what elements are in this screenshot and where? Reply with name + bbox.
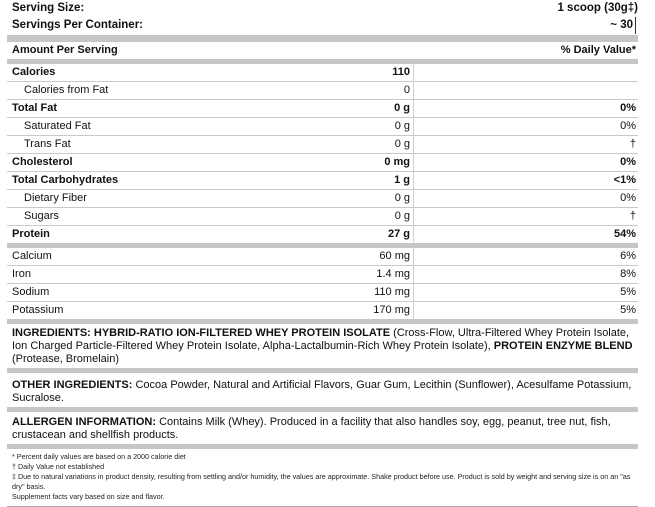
nutrient-name: Potassium [12,304,64,316]
nutrient-name: Trans Fat [24,138,71,150]
row-calcium [7,248,638,265]
nutrient-amount: 0 g [394,138,410,150]
row-total-fat [7,100,638,117]
column-divider [413,82,414,99]
nutrient-name: Calories from Fat [24,84,109,96]
ingredients-enzyme-blend: PROTEIN ENZYME BLEND [493,340,633,352]
nutrient-name: Saturated Fat [24,120,91,132]
row-calories [7,64,638,81]
servings-per-container-row [7,17,638,34]
row-sodium [7,284,638,301]
serving-size-value: 1 scoop (30g‡) [557,2,638,14]
ingredients-label: INGREDIENTS: [12,327,91,339]
nutrient-daily-value: 6% [620,250,636,262]
serving-size-label: Serving Size: [12,2,85,14]
column-divider [413,172,414,189]
nutrient-daily-value: 54% [613,228,636,240]
nutrient-amount: 0 g [394,192,410,204]
column-divider [413,136,414,153]
column-divider [413,284,414,301]
nutrient-daily-value: 0% [620,102,636,114]
servings-per-container-label: Servings Per Container: [12,19,144,31]
column-divider [413,266,414,283]
nutrient-name: Calcium [12,250,52,262]
footnote-dv-not-established: † Daily Value not established [12,462,105,471]
nutrition-facts-panel [7,0,638,507]
footnotes [7,449,638,502]
nutrient-amount: 60 mg [379,250,410,262]
nutrient-amount: 1.4 mg [376,268,410,280]
nutrient-name: Protein [12,228,50,240]
row-calories-from-fat [7,82,638,99]
nutrient-daily-value: <1% [613,174,636,186]
nutrient-name: Dietary Fiber [24,192,87,204]
ingredients-section [7,324,638,368]
daily-value-header: % Daily Value* [560,44,636,56]
nutrient-name: Iron [12,268,31,280]
footnote-vary: Supplement facts vary based on size and flavor. [12,492,165,501]
column-divider [413,248,414,265]
row-total-carbohydrates [7,172,638,189]
column-divider [413,208,414,225]
nutrient-name: Sodium [12,286,50,298]
nutrient-daily-value: † [629,138,636,150]
nutrient-amount: 0 g [394,120,410,132]
nutrient-name: Total Carbohydrates [12,174,119,186]
other-ingredients-text: Cocoa Powder, Natural and Artificial Flavors, Guar Gum, Lecithin (Sunflower), Acesulfame Potassium, Sucralose. [12,379,632,404]
row-trans-fat [7,136,638,153]
nutrient-amount: 27 g [387,228,410,240]
nutrient-amount: 110 mg [374,286,410,298]
allergen-text: Contains Milk (Whey). Produced in a facility that also handles soy, egg, peanut, tree nut, fish, crustacean and shellfish products. [12,416,611,441]
allergen-section [7,412,638,444]
amount-per-serving-label: Amount Per Serving [12,44,118,56]
nutrient-daily-value: 5% [620,286,636,298]
column-divider [413,226,414,243]
column-divider [413,64,414,81]
nutrient-amount: 0 g [394,102,410,114]
nutrient-name: Total Fat [12,102,58,114]
row-saturated-fat [7,118,638,135]
allergen-label: ALLERGEN INFORMATION: [12,416,157,428]
ingredients-whey-detail: (Cross-Flow, Ultra-Filtered Whey Protein Isolate, Ion Charged Particle-Filtered Whey Protein Isolate, Alpha-Lactalbumin-Rich Whey Protein Isolate), [12,327,630,352]
nutrient-name: Calories [12,66,56,78]
nutrient-daily-value: 0% [620,192,636,204]
nutrient-name: Sugars [24,210,59,222]
row-protein [7,226,638,243]
mineral-table [7,248,638,319]
ingredients-whey-isolate: HYBRID-RATIO ION-FILTERED WHEY PROTEIN ISOLATE [93,327,391,339]
serving-size-row [7,0,638,17]
nutrient-name: Cholesterol [12,156,73,168]
column-divider [413,118,414,135]
nutrient-daily-value: 8% [620,268,636,280]
nutrient-amount: 0 [403,84,410,96]
row-sugars [7,208,638,225]
ingredients-enzyme-detail: (Protease, Bromelain) [12,353,119,365]
row-cholesterol [7,154,638,171]
nutrient-table [7,64,638,243]
row-dietary-fiber [7,190,638,207]
row-potassium [7,302,638,319]
nutrient-daily-value: 0% [620,156,636,168]
footnote-percent-daily: * Percent daily values are based on a 2000 calorie diet [12,452,186,461]
other-ingredients-label: OTHER INGREDIENTS: [12,379,133,391]
nutrient-daily-value: 0% [620,120,636,132]
nutrient-daily-value: 5% [620,304,636,316]
column-divider [413,100,414,117]
column-divider [413,302,414,319]
divider-thick [7,35,638,42]
other-ingredients-section [7,373,638,407]
nutrient-amount: 110 [392,66,410,78]
row-iron [7,266,638,283]
amount-header-row [7,42,638,59]
column-divider [413,190,414,207]
nutrient-daily-value: † [629,210,636,222]
nutrient-amount: 0 g [394,210,410,222]
nutrient-amount: 170 mg [373,304,410,316]
servings-per-container-value: ~ 30 [610,17,636,34]
column-divider [413,154,414,171]
nutrient-amount: 0 mg [384,156,410,168]
footnote-density: ‡ Due to natural variations in product density, resulting from settling and/or humidity, the values are approximate. Shake product before use. Product is sold by weight and serving size is on an "as dry" basis. [12,472,631,491]
nutrient-amount: 1 g [394,174,410,186]
